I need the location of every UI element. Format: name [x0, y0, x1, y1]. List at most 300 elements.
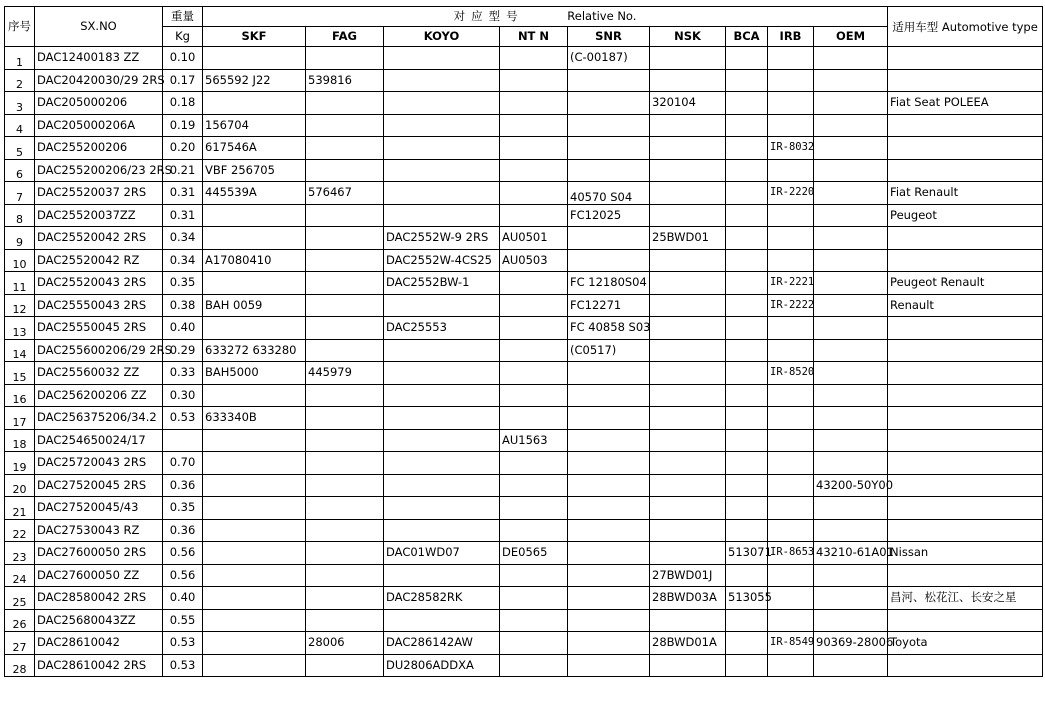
fag-cell	[306, 114, 384, 137]
sx-no-cell: DAC256375206/34.2	[35, 407, 163, 430]
irb-cell: IR-8032	[768, 137, 814, 160]
oem-cell: 90369-28006	[814, 632, 888, 655]
fag-cell	[306, 272, 384, 295]
bca-cell	[726, 362, 768, 385]
sx-no-cell: DAC25520042 RZ	[35, 249, 163, 272]
table-body	[5, 47, 1043, 677]
koyo-cell	[384, 204, 500, 227]
oem-cell	[814, 114, 888, 137]
snr-cell	[568, 609, 650, 632]
weight-cell: 0.53	[163, 632, 203, 655]
irb-cell	[768, 114, 814, 137]
oem-cell	[814, 497, 888, 520]
row-index: 17	[5, 407, 35, 430]
irb-cell: IR-2222	[768, 294, 814, 317]
nsk-cell	[650, 339, 726, 362]
ntn-cell	[500, 114, 568, 137]
sx-no-cell: DAC25520037 2RS	[35, 182, 163, 205]
table-row	[5, 587, 1043, 610]
bca-cell	[726, 227, 768, 250]
automotive-cell	[888, 519, 1043, 542]
weight-cell: 0.18	[163, 92, 203, 115]
table-row	[5, 137, 1043, 160]
header-relative-no	[203, 7, 888, 27]
snr-cell	[568, 474, 650, 497]
koyo-cell	[384, 69, 500, 92]
sx-no-cell: DAC27520045 2RS	[35, 474, 163, 497]
row-index: 27	[5, 632, 35, 655]
row-index: 18	[5, 429, 35, 452]
row-index: 15	[5, 362, 35, 385]
weight-cell: 0.56	[163, 564, 203, 587]
weight-cell: 0.30	[163, 384, 203, 407]
table-row	[5, 429, 1043, 452]
fag-cell	[306, 474, 384, 497]
automotive-cell	[888, 69, 1043, 92]
automotive-cell: 昌河、松花江、长安之星	[888, 587, 1043, 610]
automotive-cell	[888, 474, 1043, 497]
weight-cell: 0.35	[163, 272, 203, 295]
irb-cell	[768, 339, 814, 362]
snr-cell: 40570 S04	[568, 182, 650, 205]
bca-cell	[726, 69, 768, 92]
skf-cell: A17080410	[203, 249, 306, 272]
automotive-cell: Toyota	[888, 632, 1043, 655]
koyo-cell	[384, 294, 500, 317]
sx-no-cell: DAC255600206/29 2RS	[35, 339, 163, 362]
automotive-cell: Fiat Renault	[888, 182, 1043, 205]
fag-cell: 28006	[306, 632, 384, 655]
header-nsk: NSK	[650, 27, 726, 47]
ntn-cell	[500, 92, 568, 115]
nsk-cell	[650, 47, 726, 70]
automotive-cell	[888, 317, 1043, 340]
snr-cell	[568, 654, 650, 677]
sx-no-cell: DAC255200206	[35, 137, 163, 160]
ntn-cell	[500, 407, 568, 430]
sx-no-cell: DAC205000206	[35, 92, 163, 115]
irb-cell	[768, 452, 814, 475]
header-fag: FAG	[306, 27, 384, 47]
skf-cell	[203, 272, 306, 295]
sx-no-cell: DAC254650024/17	[35, 429, 163, 452]
row-index: 6	[5, 159, 35, 182]
table-row	[5, 114, 1043, 137]
skf-cell	[203, 587, 306, 610]
koyo-cell: DU2806ADDXA	[384, 654, 500, 677]
sx-no-cell: DAC25680043ZZ	[35, 609, 163, 632]
table-row	[5, 339, 1043, 362]
sx-no-cell: DAC25550043 2RS	[35, 294, 163, 317]
table-row	[5, 474, 1043, 497]
bca-cell	[726, 339, 768, 362]
header-ntn: NT N	[500, 27, 568, 47]
bca-cell	[726, 294, 768, 317]
ntn-cell	[500, 272, 568, 295]
bca-cell: 513055	[726, 587, 768, 610]
bca-cell	[726, 159, 768, 182]
oem-cell	[814, 654, 888, 677]
irb-cell: IR-2221	[768, 272, 814, 295]
sx-no-cell: DAC25720043 2RS	[35, 452, 163, 475]
snr-cell: FC12271	[568, 294, 650, 317]
fag-cell	[306, 497, 384, 520]
skf-cell	[203, 204, 306, 227]
row-index: 7	[5, 182, 35, 205]
header-koyo: KOYO	[384, 27, 500, 47]
bca-cell	[726, 519, 768, 542]
ntn-cell	[500, 182, 568, 205]
nsk-cell	[650, 452, 726, 475]
snr-cell	[568, 407, 650, 430]
table-row	[5, 317, 1043, 340]
snr-cell	[568, 519, 650, 542]
ntn-cell: AU0503	[500, 249, 568, 272]
row-index: 10	[5, 249, 35, 272]
fag-cell	[306, 294, 384, 317]
nsk-cell: 27BWD01J	[650, 564, 726, 587]
automotive-cell	[888, 137, 1043, 160]
weight-cell: 0.40	[163, 587, 203, 610]
ntn-cell	[500, 294, 568, 317]
oem-cell	[814, 587, 888, 610]
weight-cell: 0.21	[163, 159, 203, 182]
table-row	[5, 249, 1043, 272]
weight-cell: 0.33	[163, 362, 203, 385]
bca-cell	[726, 249, 768, 272]
sx-no-cell: DAC27600050 2RS	[35, 542, 163, 565]
snr-cell	[568, 452, 650, 475]
koyo-cell	[384, 384, 500, 407]
snr-cell: FC12025	[568, 204, 650, 227]
sx-no-cell: DAC28610042	[35, 632, 163, 655]
nsk-cell	[650, 654, 726, 677]
snr-cell	[568, 92, 650, 115]
skf-cell: 633272 633280	[203, 339, 306, 362]
fag-cell: 539816	[306, 69, 384, 92]
irb-cell: IR-2220	[768, 182, 814, 205]
ntn-cell: AU0501	[500, 227, 568, 250]
bca-cell	[726, 137, 768, 160]
fag-cell	[306, 587, 384, 610]
row-index: 25	[5, 587, 35, 610]
nsk-cell	[650, 384, 726, 407]
irb-cell	[768, 519, 814, 542]
table-row	[5, 609, 1043, 632]
fag-cell	[306, 452, 384, 475]
skf-cell: BAH5000	[203, 362, 306, 385]
ntn-cell	[500, 362, 568, 385]
ntn-cell	[500, 69, 568, 92]
weight-cell: 0.56	[163, 542, 203, 565]
ntn-cell	[500, 137, 568, 160]
bca-cell	[726, 204, 768, 227]
sx-no-cell: DAC20420030/29 2RS	[35, 69, 163, 92]
row-index: 5	[5, 137, 35, 160]
irb-cell	[768, 609, 814, 632]
fag-cell	[306, 92, 384, 115]
irb-cell	[768, 249, 814, 272]
automotive-cell	[888, 429, 1043, 452]
oem-cell	[814, 519, 888, 542]
nsk-cell	[650, 407, 726, 430]
snr-cell: FC 40858 S03	[568, 317, 650, 340]
bca-cell	[726, 384, 768, 407]
irb-cell: IR-8549	[768, 632, 814, 655]
fag-cell	[306, 227, 384, 250]
oem-cell	[814, 272, 888, 295]
table-row	[5, 159, 1043, 182]
oem-cell	[814, 452, 888, 475]
nsk-cell	[650, 429, 726, 452]
irb-cell	[768, 317, 814, 340]
koyo-cell	[384, 47, 500, 70]
ntn-cell	[500, 47, 568, 70]
koyo-cell	[384, 362, 500, 385]
bca-cell	[726, 429, 768, 452]
header-sx-no: SX.NO	[35, 7, 163, 47]
ntn-cell	[500, 204, 568, 227]
skf-cell	[203, 497, 306, 520]
koyo-cell: DAC286142AW	[384, 632, 500, 655]
nsk-cell	[650, 497, 726, 520]
weight-cell: 0.10	[163, 47, 203, 70]
ntn-cell	[500, 519, 568, 542]
bca-cell	[726, 47, 768, 70]
row-index: 14	[5, 339, 35, 362]
koyo-cell	[384, 137, 500, 160]
row-index: 2	[5, 69, 35, 92]
row-index: 8	[5, 204, 35, 227]
automotive-cell	[888, 654, 1043, 677]
koyo-cell	[384, 474, 500, 497]
table-row	[5, 542, 1043, 565]
row-index: 3	[5, 92, 35, 115]
skf-cell	[203, 474, 306, 497]
weight-cell: 0.20	[163, 137, 203, 160]
automotive-cell	[888, 249, 1043, 272]
oem-cell	[814, 317, 888, 340]
table-row	[5, 564, 1043, 587]
irb-cell	[768, 497, 814, 520]
fag-cell	[306, 542, 384, 565]
weight-cell: 0.36	[163, 519, 203, 542]
nsk-cell	[650, 249, 726, 272]
oem-cell	[814, 384, 888, 407]
irb-cell	[768, 654, 814, 677]
row-index: 19	[5, 452, 35, 475]
bearing-cross-reference-table	[4, 6, 1043, 677]
automotive-cell: Renault	[888, 294, 1043, 317]
weight-cell: 0.34	[163, 249, 203, 272]
row-index: 24	[5, 564, 35, 587]
row-index: 26	[5, 609, 35, 632]
fag-cell	[306, 339, 384, 362]
table-row	[5, 452, 1043, 475]
irb-cell	[768, 587, 814, 610]
weight-cell: 0.53	[163, 654, 203, 677]
skf-cell	[203, 452, 306, 475]
skf-cell	[203, 47, 306, 70]
oem-cell	[814, 137, 888, 160]
table-row	[5, 519, 1043, 542]
table-row	[5, 227, 1043, 250]
koyo-cell	[384, 452, 500, 475]
weight-cell: 0.17	[163, 69, 203, 92]
nsk-cell: 25BWD01	[650, 227, 726, 250]
fag-cell	[306, 159, 384, 182]
automotive-cell	[888, 609, 1043, 632]
header-skf: SKF	[203, 27, 306, 47]
sx-no-cell: DAC25550045 2RS	[35, 317, 163, 340]
weight-cell: 0.70	[163, 452, 203, 475]
automotive-cell	[888, 362, 1043, 385]
automotive-cell: Fiat Seat POLEEA	[888, 92, 1043, 115]
fag-cell	[306, 47, 384, 70]
row-index: 12	[5, 294, 35, 317]
bca-cell	[726, 407, 768, 430]
koyo-cell: DAC2552W-4CS25	[384, 249, 500, 272]
nsk-cell: 320104	[650, 92, 726, 115]
koyo-cell	[384, 182, 500, 205]
koyo-cell	[384, 114, 500, 137]
koyo-cell	[384, 519, 500, 542]
fag-cell	[306, 429, 384, 452]
sx-no-cell: DAC28610042 2RS	[35, 654, 163, 677]
bca-cell	[726, 114, 768, 137]
snr-cell	[568, 587, 650, 610]
bca-cell	[726, 474, 768, 497]
skf-cell	[203, 429, 306, 452]
skf-cell: VBF 256705	[203, 159, 306, 182]
oem-cell	[814, 227, 888, 250]
nsk-cell: 28BWD01A	[650, 632, 726, 655]
fag-cell	[306, 137, 384, 160]
automotive-cell	[888, 47, 1043, 70]
ntn-cell	[500, 339, 568, 362]
skf-cell	[203, 227, 306, 250]
fag-cell	[306, 384, 384, 407]
sx-no-cell: DAC25560032 ZZ	[35, 362, 163, 385]
koyo-cell: DAC28582RK	[384, 587, 500, 610]
skf-cell	[203, 92, 306, 115]
fag-cell: 445979	[306, 362, 384, 385]
automotive-cell	[888, 384, 1043, 407]
fag-cell	[306, 654, 384, 677]
skf-cell	[203, 317, 306, 340]
bca-cell	[726, 497, 768, 520]
row-index: 11	[5, 272, 35, 295]
snr-cell	[568, 384, 650, 407]
fag-cell	[306, 249, 384, 272]
row-index: 9	[5, 227, 35, 250]
snr-cell	[568, 542, 650, 565]
oem-cell	[814, 92, 888, 115]
fag-cell	[306, 519, 384, 542]
skf-cell	[203, 654, 306, 677]
nsk-cell	[650, 542, 726, 565]
header-irb: IRB	[768, 27, 814, 47]
snr-cell: FC 12180S04	[568, 272, 650, 295]
nsk-cell	[650, 362, 726, 385]
weight-cell: 0.29	[163, 339, 203, 362]
header-bca: BCA	[726, 27, 768, 47]
snr-cell: (C-00187)	[568, 47, 650, 70]
nsk-cell	[650, 317, 726, 340]
irb-cell	[768, 564, 814, 587]
row-index: 4	[5, 114, 35, 137]
skf-cell	[203, 564, 306, 587]
irb-cell	[768, 384, 814, 407]
table-row	[5, 92, 1043, 115]
sx-no-cell: DAC25520037ZZ	[35, 204, 163, 227]
weight-cell: 0.31	[163, 204, 203, 227]
ntn-cell	[500, 452, 568, 475]
oem-cell	[814, 407, 888, 430]
sx-no-cell: DAC27520045/43	[35, 497, 163, 520]
koyo-cell: DAC01WD07	[384, 542, 500, 565]
bca-cell: 513071	[726, 542, 768, 565]
skf-cell	[203, 519, 306, 542]
automotive-cell: Peugeot Renault	[888, 272, 1043, 295]
ntn-cell	[500, 609, 568, 632]
row-index: 20	[5, 474, 35, 497]
weight-cell	[163, 429, 203, 452]
oem-cell	[814, 294, 888, 317]
ntn-cell	[500, 497, 568, 520]
fag-cell	[306, 407, 384, 430]
table-row	[5, 272, 1043, 295]
weight-cell: 0.34	[163, 227, 203, 250]
oem-cell	[814, 159, 888, 182]
table-row	[5, 632, 1043, 655]
table-row	[5, 497, 1043, 520]
koyo-cell: DAC2552BW-1	[384, 272, 500, 295]
snr-cell	[568, 249, 650, 272]
snr-cell	[568, 227, 650, 250]
oem-cell	[814, 47, 888, 70]
row-index: 28	[5, 654, 35, 677]
oem-cell	[814, 564, 888, 587]
oem-cell	[814, 204, 888, 227]
oem-cell	[814, 609, 888, 632]
fag-cell	[306, 204, 384, 227]
irb-cell	[768, 474, 814, 497]
bca-cell	[726, 317, 768, 340]
ntn-cell	[500, 632, 568, 655]
skf-cell: 445539A	[203, 182, 306, 205]
weight-cell: 0.19	[163, 114, 203, 137]
table-row	[5, 294, 1043, 317]
sx-no-cell: DAC256200206 ZZ	[35, 384, 163, 407]
oem-cell: 43200-50Y00	[814, 474, 888, 497]
skf-cell	[203, 384, 306, 407]
nsk-cell	[650, 272, 726, 295]
snr-cell	[568, 632, 650, 655]
nsk-cell	[650, 159, 726, 182]
row-index: 16	[5, 384, 35, 407]
koyo-cell	[384, 339, 500, 362]
skf-cell: 617546A	[203, 137, 306, 160]
koyo-cell	[384, 497, 500, 520]
irb-cell	[768, 429, 814, 452]
skf-cell	[203, 609, 306, 632]
automotive-cell	[888, 227, 1043, 250]
irb-cell	[768, 47, 814, 70]
automotive-cell	[888, 159, 1043, 182]
row-index: 13	[5, 317, 35, 340]
snr-cell	[568, 362, 650, 385]
